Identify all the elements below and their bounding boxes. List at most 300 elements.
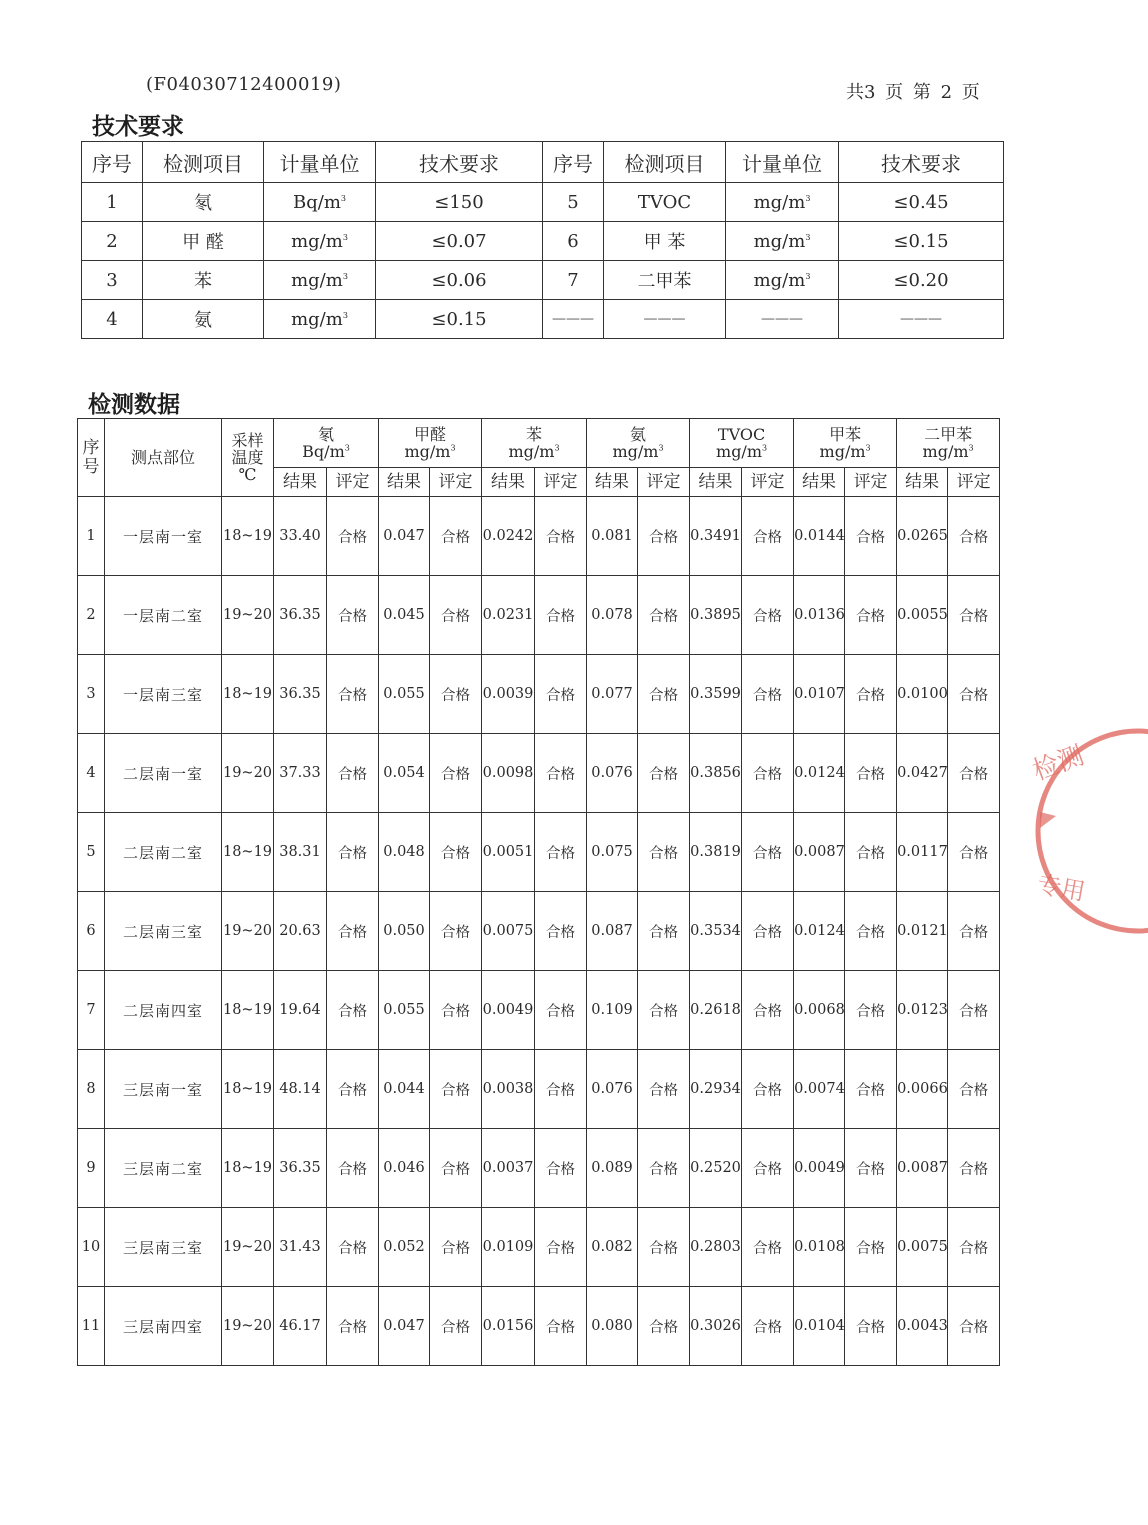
req-unit [264, 183, 376, 222]
unit-text: mg/m [922, 442, 969, 461]
result-value: 36.35 [274, 655, 327, 734]
unit-power: 3 [342, 271, 348, 281]
eval-value: 合格 [845, 1129, 897, 1208]
result-value: 36.35 [274, 576, 327, 655]
req-header-0: 序号 [543, 142, 604, 183]
req-no: 5 [543, 183, 604, 222]
eval-value: 合格 [430, 1050, 482, 1129]
result-value: 0.0037 [482, 1129, 535, 1208]
unit-text: mg/m [291, 230, 343, 252]
result-value: 0.2803 [690, 1208, 742, 1287]
row-location: 三层南四室 [105, 1287, 222, 1366]
result-value: 0.052 [379, 1208, 430, 1287]
table-row [78, 576, 1000, 655]
row-location: 三层南一室 [105, 1050, 222, 1129]
result-value: 48.14 [274, 1050, 327, 1129]
unit-text: mg/m [716, 442, 762, 461]
req-item: 二甲苯 [604, 261, 726, 300]
table-row [78, 734, 1000, 813]
eval-value: 合格 [742, 655, 794, 734]
result-value: 0.0098 [482, 734, 535, 813]
eval-value: 合格 [742, 1050, 794, 1129]
row-no: 6 [78, 892, 105, 971]
col-temp-line: 温度 [231, 448, 264, 467]
result-value: 0.0117 [897, 813, 948, 892]
svg-text:专用: 专用 [1035, 870, 1088, 907]
table-row [78, 655, 1000, 734]
row-no: 11 [78, 1287, 105, 1366]
req-row [82, 222, 1004, 261]
eval-value: 合格 [948, 497, 1000, 576]
col-seq [78, 419, 105, 497]
row-temp: 19~20 [222, 1287, 274, 1366]
eval-value: 合格 [430, 734, 482, 813]
req-unit [264, 300, 376, 339]
eval-value: 合格 [742, 1208, 794, 1287]
col-temp-line: ℃ [238, 465, 257, 484]
result-value: 0.0049 [794, 1129, 845, 1208]
req-header-2: 计量单位 [264, 142, 376, 183]
eval-value: 合格 [948, 576, 1000, 655]
result-value: 0.0039 [482, 655, 535, 734]
row-location: 一层南二室 [105, 576, 222, 655]
row-location: 二层南四室 [105, 971, 222, 1050]
result-value: 0.0242 [482, 497, 535, 576]
eval-value: 合格 [742, 892, 794, 971]
table-row [78, 892, 1000, 971]
row-no: 5 [78, 813, 105, 892]
row-no: 4 [78, 734, 105, 813]
data-header-row [78, 419, 1000, 468]
eval-value: 合格 [948, 892, 1000, 971]
eval-value: 合格 [430, 971, 482, 1050]
requirements-title: 技术要求 [92, 114, 184, 140]
result-value: 0.0087 [794, 813, 845, 892]
eval-value: 合格 [742, 813, 794, 892]
result-value: 0.0156 [482, 1287, 535, 1366]
requirements-header-row [82, 142, 1004, 183]
eval-value: 合格 [327, 1208, 379, 1287]
eval-value: 合格 [535, 1208, 587, 1287]
unit-text: mg/m [753, 269, 806, 291]
unit-power: 3 [344, 443, 350, 453]
result-value: 0.080 [587, 1287, 638, 1366]
eval-header: 评定 [430, 468, 482, 497]
row-temp: 19~20 [222, 892, 274, 971]
unit-power: 3 [968, 443, 974, 453]
result-value: 0.0074 [794, 1050, 845, 1129]
result-value: 0.0121 [897, 892, 948, 971]
eval-value: 合格 [327, 1287, 379, 1366]
pollutant-name: 苯 [526, 425, 543, 444]
eval-value: 合格 [535, 1287, 587, 1366]
table-row [78, 497, 1000, 576]
eval-value: 合格 [430, 655, 482, 734]
pollutant-unit [587, 443, 689, 460]
eval-value: 合格 [535, 1129, 587, 1208]
result-header: 结果 [274, 468, 327, 497]
result-value: 0.3491 [690, 497, 742, 576]
req-limit: ≤0.45 [839, 183, 1004, 222]
row-temp: 18~19 [222, 655, 274, 734]
eval-value: 合格 [535, 655, 587, 734]
eval-value: 合格 [742, 1287, 794, 1366]
table-row [78, 813, 1000, 892]
test-data-table [77, 418, 1000, 1366]
eval-value: 合格 [638, 892, 690, 971]
unit-power: 3 [805, 232, 811, 242]
pollutant-header [274, 419, 379, 468]
req-header-2: 计量单位 [726, 142, 839, 183]
eval-value: 合格 [948, 813, 1000, 892]
result-header: 结果 [482, 468, 535, 497]
result-value: 0.2618 [690, 971, 742, 1050]
row-temp: 19~20 [222, 1208, 274, 1287]
row-temp: 18~19 [222, 1050, 274, 1129]
result-value: 0.3534 [690, 892, 742, 971]
requirements-table [81, 141, 1004, 339]
eval-value: 合格 [742, 971, 794, 1050]
svg-text:检测: 检测 [1028, 740, 1088, 787]
eval-value: 合格 [535, 892, 587, 971]
req-limit: ≤0.06 [376, 261, 543, 300]
result-value: 0.3599 [690, 655, 742, 734]
result-value: 38.31 [274, 813, 327, 892]
result-value: 0.076 [587, 734, 638, 813]
eval-value: 合格 [742, 497, 794, 576]
eval-value: 合格 [845, 1287, 897, 1366]
result-value: 0.2934 [690, 1050, 742, 1129]
unit-text: mg/m [753, 191, 806, 213]
req-item: 甲 苯 [604, 222, 726, 261]
result-value: 0.082 [587, 1208, 638, 1287]
eval-value: 合格 [638, 1208, 690, 1287]
result-value: 0.0123 [897, 971, 948, 1050]
eval-header: 评定 [327, 468, 379, 497]
eval-value: 合格 [845, 576, 897, 655]
result-value: 0.0104 [794, 1287, 845, 1366]
result-value: 37.33 [274, 734, 327, 813]
result-value: 0.0066 [897, 1050, 948, 1129]
req-no: ——— [543, 300, 604, 339]
eval-value: 合格 [535, 576, 587, 655]
unit-power: 3 [805, 271, 811, 281]
req-limit: ≤0.20 [839, 261, 1004, 300]
pollutant-name: 甲醛 [414, 425, 447, 444]
result-value: 0.046 [379, 1129, 430, 1208]
eval-header: 评定 [638, 468, 690, 497]
result-header: 结果 [897, 468, 948, 497]
eval-value: 合格 [535, 813, 587, 892]
result-value: 0.0075 [482, 892, 535, 971]
result-value: 0.055 [379, 971, 430, 1050]
result-value: 36.35 [274, 1129, 327, 1208]
result-header: 结果 [379, 468, 430, 497]
req-limit: ——— [839, 300, 1004, 339]
row-temp: 18~19 [222, 497, 274, 576]
req-unit [726, 183, 839, 222]
table-row [78, 1050, 1000, 1129]
unit-power: 3 [762, 443, 768, 453]
eval-value: 合格 [327, 813, 379, 892]
unit-power: 3 [554, 443, 560, 453]
seal-stamp [1028, 716, 1148, 946]
result-value: 0.089 [587, 1129, 638, 1208]
result-value: 0.055 [379, 655, 430, 734]
row-location: 三层南二室 [105, 1129, 222, 1208]
result-value: 0.077 [587, 655, 638, 734]
eval-value: 合格 [845, 1208, 897, 1287]
result-value: 0.0427 [897, 734, 948, 813]
req-header-3: 技术要求 [376, 142, 543, 183]
eval-value: 合格 [327, 892, 379, 971]
req-unit [264, 222, 376, 261]
pollutant-unit [274, 443, 378, 460]
eval-value: 合格 [742, 576, 794, 655]
row-no: 8 [78, 1050, 105, 1129]
result-value: 0.0100 [897, 655, 948, 734]
req-no: 6 [543, 222, 604, 261]
req-item: 氨 [143, 300, 264, 339]
eval-value: 合格 [430, 497, 482, 576]
eval-header: 评定 [535, 468, 587, 497]
pollutant-unit [379, 443, 481, 460]
unit-power: 3 [340, 193, 346, 203]
req-header-3: 技术要求 [839, 142, 1004, 183]
result-value: 31.43 [274, 1208, 327, 1287]
result-value: 0.076 [587, 1050, 638, 1129]
eval-value: 合格 [948, 1287, 1000, 1366]
req-item: 甲 醛 [143, 222, 264, 261]
row-temp: 19~20 [222, 734, 274, 813]
req-no: 1 [82, 183, 143, 222]
row-no: 7 [78, 971, 105, 1050]
result-header: 结果 [690, 468, 742, 497]
unit-text: Bq/m [302, 442, 345, 461]
req-header-1: 检测项目 [143, 142, 264, 183]
eval-value: 合格 [638, 655, 690, 734]
result-value: 33.40 [274, 497, 327, 576]
eval-value: 合格 [638, 1050, 690, 1129]
result-value: 0.0043 [897, 1287, 948, 1366]
result-value: 0.0144 [794, 497, 845, 576]
unit-text: mg/m [291, 308, 343, 330]
pollutant-header [379, 419, 482, 468]
result-header: 结果 [587, 468, 638, 497]
result-header: 结果 [794, 468, 845, 497]
result-value: 0.0068 [794, 971, 845, 1050]
eval-value: 合格 [845, 734, 897, 813]
row-location: 二层南一室 [105, 734, 222, 813]
eval-value: 合格 [638, 734, 690, 813]
req-header-0: 序号 [82, 142, 143, 183]
eval-value: 合格 [430, 1208, 482, 1287]
result-value: 0.3856 [690, 734, 742, 813]
eval-header: 评定 [742, 468, 794, 497]
unit-text: mg/m [508, 442, 555, 461]
result-value: 0.078 [587, 576, 638, 655]
result-value: 0.0107 [794, 655, 845, 734]
result-value: 20.63 [274, 892, 327, 971]
row-location: 三层南三室 [105, 1208, 222, 1287]
eval-value: 合格 [638, 813, 690, 892]
eval-value: 合格 [638, 497, 690, 576]
req-item: 苯 [143, 261, 264, 300]
eval-header: 评定 [948, 468, 1000, 497]
result-value: 0.0124 [794, 734, 845, 813]
eval-value: 合格 [430, 813, 482, 892]
result-value: 0.0075 [897, 1208, 948, 1287]
result-value: 0.0038 [482, 1050, 535, 1129]
pollutant-unit [897, 443, 999, 460]
table-row [78, 1129, 1000, 1208]
row-no: 10 [78, 1208, 105, 1287]
req-header-1: 检测项目 [604, 142, 726, 183]
pollutant-header [587, 419, 690, 468]
pollutant-name: 氨 [630, 425, 647, 444]
eval-value: 合格 [948, 971, 1000, 1050]
result-value: 0.050 [379, 892, 430, 971]
pollutant-header [897, 419, 1000, 468]
pollutant-name: TVOC [717, 425, 766, 444]
req-item: TVOC [604, 183, 726, 222]
row-no: 9 [78, 1129, 105, 1208]
result-value: 0.047 [379, 1287, 430, 1366]
result-value: 0.3819 [690, 813, 742, 892]
row-location: 一层南三室 [105, 655, 222, 734]
req-unit [726, 261, 839, 300]
pollutant-unit [794, 443, 896, 460]
unit-power: 3 [865, 443, 871, 453]
eval-value: 合格 [948, 1050, 1000, 1129]
eval-value: 合格 [535, 497, 587, 576]
req-row [82, 183, 1004, 222]
eval-header: 评定 [845, 468, 897, 497]
result-value: 0.3026 [690, 1287, 742, 1366]
table-row [78, 1208, 1000, 1287]
result-value: 0.044 [379, 1050, 430, 1129]
req-unit [726, 222, 839, 261]
req-limit: ≤0.15 [376, 300, 543, 339]
eval-value: 合格 [430, 1287, 482, 1366]
pollutant-unit [482, 443, 586, 460]
eval-value: 合格 [845, 497, 897, 576]
result-value: 0.0109 [482, 1208, 535, 1287]
row-location: 二层南二室 [105, 813, 222, 892]
eval-value: 合格 [845, 1050, 897, 1129]
col-temp-line: 采样 [231, 431, 264, 450]
eval-value: 合格 [845, 813, 897, 892]
row-no: 2 [78, 576, 105, 655]
unit-text: mg/m [819, 442, 866, 461]
row-temp: 18~19 [222, 971, 274, 1050]
eval-value: 合格 [430, 576, 482, 655]
page-count: 共3 页 第 2 页 [846, 82, 980, 103]
result-value: 0.045 [379, 576, 430, 655]
pollutant-unit [690, 443, 793, 460]
col-location: 测点部位 [105, 419, 222, 497]
req-no: 3 [82, 261, 143, 300]
eval-value: 合格 [535, 971, 587, 1050]
req-unit [264, 261, 376, 300]
unit-power: 3 [342, 310, 348, 320]
result-value: 0.0124 [794, 892, 845, 971]
eval-value: 合格 [535, 734, 587, 813]
result-value: 0.0231 [482, 576, 535, 655]
eval-value: 合格 [638, 1287, 690, 1366]
req-item: ——— [604, 300, 726, 339]
req-no: 4 [82, 300, 143, 339]
req-limit: ≤0.07 [376, 222, 543, 261]
eval-value: 合格 [948, 734, 1000, 813]
pollutant-name: 氡 [317, 425, 334, 444]
pollutant-header [690, 419, 794, 468]
eval-value: 合格 [742, 734, 794, 813]
req-limit: ≤150 [376, 183, 543, 222]
result-value: 0.0265 [897, 497, 948, 576]
row-no: 1 [78, 497, 105, 576]
row-no: 3 [78, 655, 105, 734]
table-row [78, 1287, 1000, 1366]
pollutant-name: 甲苯 [829, 425, 862, 444]
report-number: (F04030712400019) [146, 74, 342, 95]
table-row [78, 971, 1000, 1050]
result-value: 0.075 [587, 813, 638, 892]
unit-power: 3 [658, 443, 664, 453]
col-seq-label: 序号 [82, 437, 100, 477]
eval-value: 合格 [327, 1129, 379, 1208]
result-value: 0.087 [587, 892, 638, 971]
pollutant-header [794, 419, 897, 468]
eval-value: 合格 [327, 971, 379, 1050]
eval-value: 合格 [742, 1129, 794, 1208]
eval-value: 合格 [948, 1208, 1000, 1287]
unit-text: mg/m [753, 230, 806, 252]
eval-value: 合格 [327, 734, 379, 813]
result-value: 0.0055 [897, 576, 948, 655]
eval-value: 合格 [327, 1050, 379, 1129]
result-value: 0.3895 [690, 576, 742, 655]
result-value: 0.0136 [794, 576, 845, 655]
eval-value: 合格 [948, 1129, 1000, 1208]
result-value: 0.2520 [690, 1129, 742, 1208]
eval-value: 合格 [845, 971, 897, 1050]
result-value: 0.0049 [482, 971, 535, 1050]
data-title: 检测数据 [88, 392, 180, 418]
eval-value: 合格 [638, 1129, 690, 1208]
row-location: 二层南三室 [105, 892, 222, 971]
eval-value: 合格 [327, 576, 379, 655]
req-unit: ——— [726, 300, 839, 339]
req-row [82, 261, 1004, 300]
result-value: 0.0087 [897, 1129, 948, 1208]
req-no: 2 [82, 222, 143, 261]
result-value: 0.054 [379, 734, 430, 813]
pollutant-name: 二甲苯 [924, 425, 973, 444]
req-no: 7 [543, 261, 604, 300]
eval-value: 合格 [845, 892, 897, 971]
eval-value: 合格 [327, 655, 379, 734]
eval-value: 合格 [948, 655, 1000, 734]
eval-value: 合格 [430, 1129, 482, 1208]
unit-power: 3 [805, 193, 811, 203]
unit-text: Bq/m [293, 191, 341, 213]
result-value: 0.0108 [794, 1208, 845, 1287]
unit-text: mg/m [612, 442, 659, 461]
eval-value: 合格 [535, 1050, 587, 1129]
row-temp: 18~19 [222, 813, 274, 892]
result-value: 0.048 [379, 813, 430, 892]
